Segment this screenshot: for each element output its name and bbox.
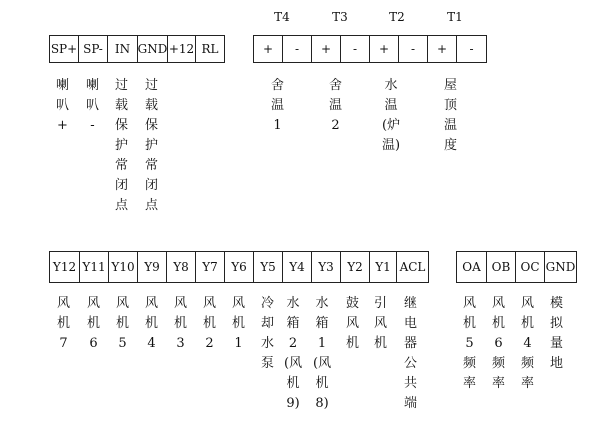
terminal-y12: Y12 — [50, 252, 80, 282]
terminal-acl: ACL — [399, 260, 426, 274]
fan-terminal-strip — [49, 251, 429, 283]
terminal-y8: Y8 — [167, 252, 196, 282]
terminal-rl: RL — [201, 42, 219, 56]
terminal-t2-minus: - — [399, 36, 428, 62]
group-label-t2: T2 — [389, 10, 405, 24]
label-induced-fan: 引 风 机 — [374, 296, 388, 351]
label-speaker-plus: 喇 叭 + — [56, 78, 70, 133]
label-roof-temp: 屋 顶 温 度 — [444, 78, 458, 153]
label-fan-5: 风 机 5 — [116, 296, 130, 351]
terminal-gnd: GND — [138, 36, 168, 62]
label-blower: 鼓 风 机 — [346, 296, 360, 351]
label-fan-3: 风 机 3 — [174, 296, 188, 351]
terminal-t2-plus: + — [370, 36, 399, 62]
label-water-tank-1: 水 箱 1 (风 机 8) — [313, 296, 332, 411]
label-cooling-pump: 冷 却 水 泵 — [261, 296, 275, 371]
terminal-oc: OC — [516, 252, 545, 282]
label-fan-2: 风 机 2 — [203, 296, 217, 351]
label-fan-6: 风 机 6 — [87, 296, 101, 351]
label-house-temp-2: 舍 温 2 — [329, 78, 343, 133]
label-house-temp-1: 舍 温 1 — [271, 78, 285, 133]
terminal-y4: Y4 — [283, 252, 312, 282]
analog-terminal-strip — [456, 251, 577, 283]
terminal-y10: Y10 — [109, 252, 138, 282]
label-fan-1: 风 机 1 — [232, 296, 246, 351]
terminal-ob: OB — [487, 252, 516, 282]
terminal-y2: Y2 — [341, 252, 370, 282]
temperature-terminal-strip — [253, 35, 487, 63]
label-fan-4: 风 机 4 — [145, 296, 159, 351]
label-fan-6-frequency: 风 机 6 频 率 — [492, 296, 506, 391]
label-water-temp: 水 温 (炉 温) — [382, 78, 401, 153]
terminal-t1-plus: + — [428, 36, 457, 62]
label-fan-7: 风 机 7 — [57, 296, 71, 351]
terminal-analog-gnd: GND — [545, 260, 576, 274]
terminal-t1-minus: - — [469, 42, 474, 56]
group-label-t3: T3 — [332, 10, 348, 24]
terminal-oa: OA — [457, 252, 487, 282]
terminal-in: IN — [108, 36, 138, 62]
terminal-y11: Y11 — [80, 252, 109, 282]
terminal-y7: Y7 — [196, 252, 225, 282]
terminal-t4-plus: + — [254, 36, 283, 62]
label-water-tank-2: 水 箱 2 (风 机 9) — [284, 296, 303, 411]
terminal-plus-12: +12 — [168, 36, 196, 62]
terminal-y9: Y9 — [138, 252, 167, 282]
terminal-y5: Y5 — [254, 252, 283, 282]
label-relay-common: 继 电 器 公 共 端 — [404, 296, 418, 411]
label-overload-1: 过 载 保 护 常 闭 点 — [115, 78, 129, 213]
terminal-y1: Y1 — [370, 252, 397, 282]
group-label-t1: T1 — [447, 10, 463, 24]
label-overload-2: 过 载 保 护 常 闭 点 — [145, 78, 159, 213]
terminal-sp-minus: SP- — [79, 36, 108, 62]
terminal-t4-minus: - — [283, 36, 312, 62]
top-left-terminal-strip — [49, 35, 225, 63]
terminal-y3: Y3 — [312, 252, 341, 282]
label-analog-ground: 模 拟 量 地 — [550, 296, 564, 371]
label-fan-5-frequency: 风 机 5 频 率 — [463, 296, 477, 391]
label-speaker-minus: 喇 叭 - — [86, 78, 100, 133]
terminal-t3-plus: + — [312, 36, 341, 62]
label-fan-4-frequency: 风 机 4 频 率 — [521, 296, 535, 391]
terminal-t3-minus: - — [341, 36, 370, 62]
group-label-t4: T4 — [274, 10, 290, 24]
terminal-sp-plus: SP+ — [50, 36, 79, 62]
terminal-y6: Y6 — [225, 252, 254, 282]
